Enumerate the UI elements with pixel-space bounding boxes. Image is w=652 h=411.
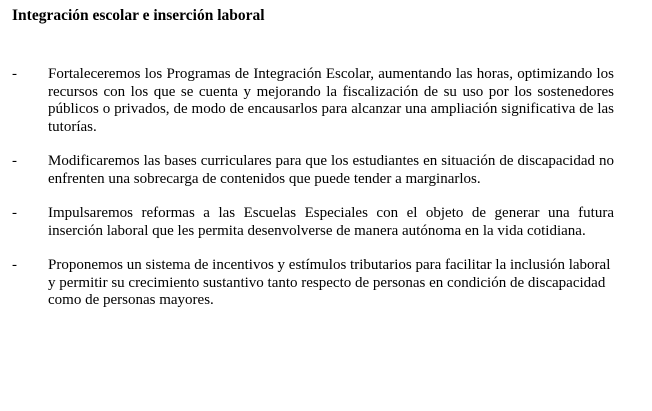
list-item-text: Fortaleceremos los Programas de Integración Escolar, aumentando las horas, optimizando los recursos con los que se cuenta y mejorando la fiscalización de su uso por los sostenedores públicos o privados, de modo de encausarlos para alcanzar una ampliación significativa de las tutorías. — [48, 66, 614, 135]
list-item — [0, 66, 652, 136]
bullet-dash: - — [12, 257, 17, 273]
list-item — [0, 205, 652, 240]
bullet-dash: - — [12, 205, 17, 221]
list-item — [0, 153, 652, 188]
bullet-dash: - — [12, 66, 17, 82]
list-item — [0, 257, 652, 310]
list-item-text: Proponemos un sistema de incentivos y estímulos tributarios para facilitar la inclusión laboral y permitir su crecimiento sustantivo tanto respecto de personas en condición de discapacidad como de personas mayores. — [48, 257, 611, 308]
bullet-dash: - — [12, 153, 17, 169]
list-item-text: Modificaremos las bases curriculares para que los estudiantes en situación de discapacidad no enfrenten una sobrecarga de contenidos que puede tender a marginarlos. — [48, 153, 614, 187]
bullet-list — [0, 66, 652, 327]
section-heading: Integración escolar e inserción laboral — [12, 7, 265, 24]
list-item-text: Impulsaremos reformas a las Escuelas Especiales con el objeto de generar una futura inserción laboral que les permita desenvolverse de manera autónoma en la vida cotidiana. — [48, 205, 614, 239]
